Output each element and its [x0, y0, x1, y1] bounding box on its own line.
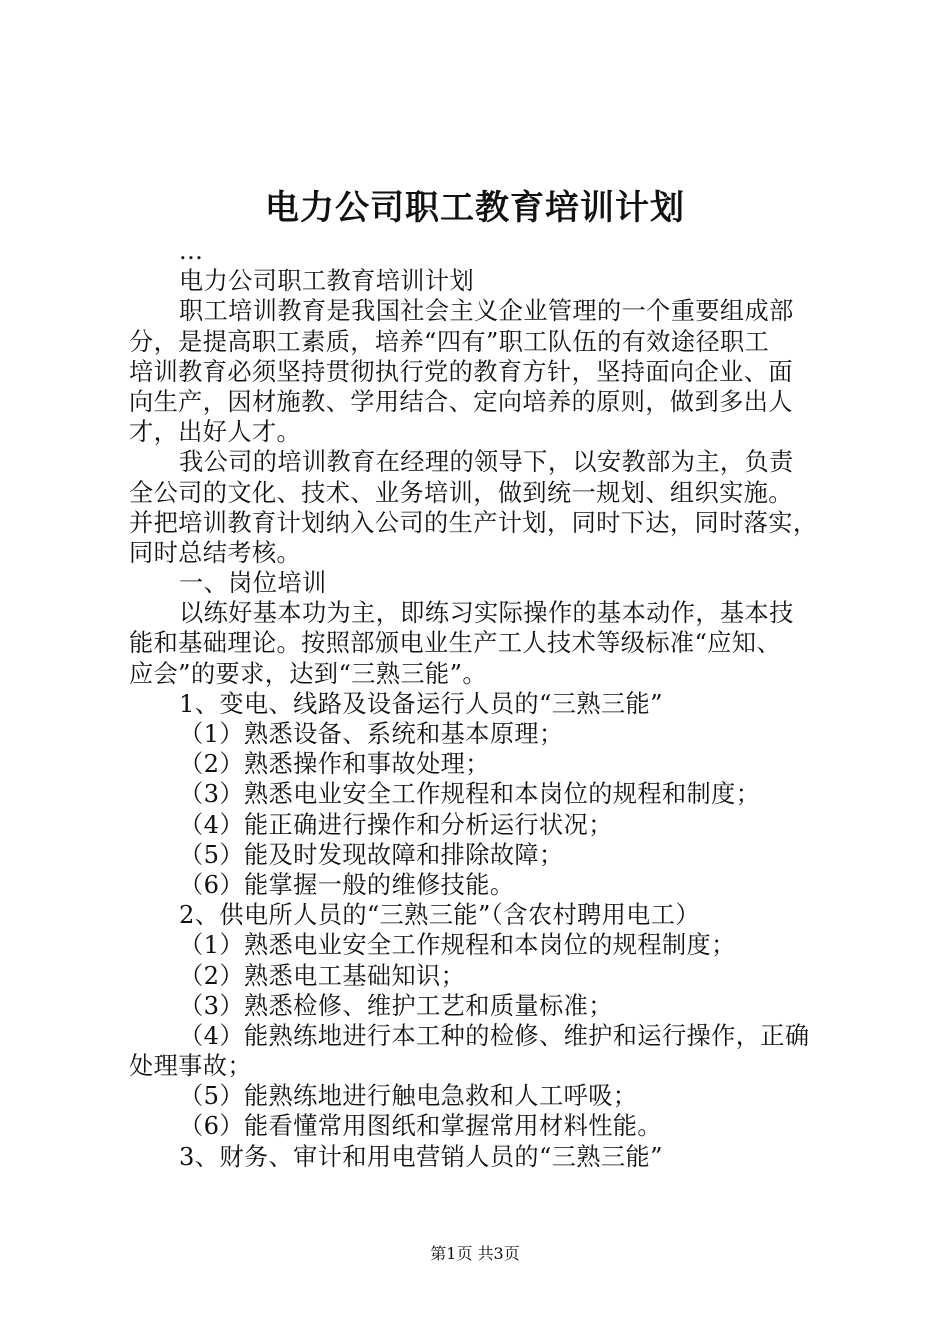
- body-line: （2）熟悉电工基础知识；: [179, 961, 466, 990]
- body-line: 分，是提高职工素质，培养“四有”职工队伍的有效途径职工: [129, 327, 770, 356]
- body-line: （3）熟悉电业安全工作规程和本岗位的规程和制度；: [179, 780, 761, 809]
- body-line: 电力公司职工教育培训计划: [179, 267, 475, 296]
- body-line: （6）能掌握一般的维修技能。: [179, 870, 515, 899]
- body-line: 我公司的培训教育在经理的领导下，以安教部为主，负责: [179, 448, 794, 477]
- body-line: 并把培训教育计划纳入公司的生产计划，同时下达，同时落实，: [129, 508, 818, 537]
- body-line: 能和基础理论。按照部颁电业生产工人技术等级标准“应知、: [129, 629, 782, 658]
- body-line: 全公司的文化、技术、业务培训，做到统一规划、组织实施。: [129, 478, 793, 507]
- body-line: 培训教育必须坚持贯彻执行党的教育方针，坚持面向企业、面: [129, 357, 793, 386]
- body-line: （5）能熟练地进行触电急救和人工呼吸；: [179, 1082, 638, 1111]
- body-line: ...: [179, 237, 204, 265]
- body-line: 应会”的要求，达到“三熟三能”。: [129, 659, 487, 688]
- body-line: 同时总结考核。: [129, 538, 302, 567]
- body-line: （5）能及时发现故障和排除故障；: [179, 840, 564, 869]
- body-line: 以练好基本功为主，即练习实际操作的基本动作，基本技: [179, 599, 794, 628]
- body-line: 一、岗位培训: [179, 569, 327, 598]
- body-line: 才，出好人才。: [129, 418, 302, 447]
- body-line: （3）熟悉检修、维护工艺和质量标准；: [179, 991, 613, 1020]
- body-line: 向生产，因材施教、学用结合、定向培养的原则，做到多出人: [129, 387, 793, 416]
- page-footer: 第1页 共3页: [430, 1244, 520, 1263]
- body-line: （4）能熟练地进行本工种的检修、维护和运行操作，正确: [179, 1021, 810, 1050]
- document-title: 电力公司职工教育培训计划: [265, 188, 685, 228]
- body-line: （2）熟悉操作和事故处理；: [179, 750, 490, 779]
- body-line: （4）能正确进行操作和分析运行状况；: [179, 810, 613, 839]
- body-line: 1、变电、线路及设备运行人员的“三熟三能”: [179, 689, 663, 718]
- body-line: 2、供电所人员的“三熟三能”（含农村聘用电工）: [179, 901, 700, 930]
- body-line: （1）熟悉设备、系统和基本原理；: [179, 720, 564, 748]
- body-line: 处理事故；: [129, 1052, 252, 1081]
- body-line: 3、财务、审计和用电营销人员的“三熟三能”: [179, 1142, 663, 1171]
- document-body: [129, 236, 831, 1172]
- body-line: 职工培训教育是我国社会主义企业管理的一个重要组成部: [179, 297, 794, 326]
- body-line: （1）熟悉电业安全工作规程和本岗位的规程制度；: [179, 931, 736, 960]
- body-line: （6）能看懂常用图纸和掌握常用材料性能。: [179, 1112, 662, 1141]
